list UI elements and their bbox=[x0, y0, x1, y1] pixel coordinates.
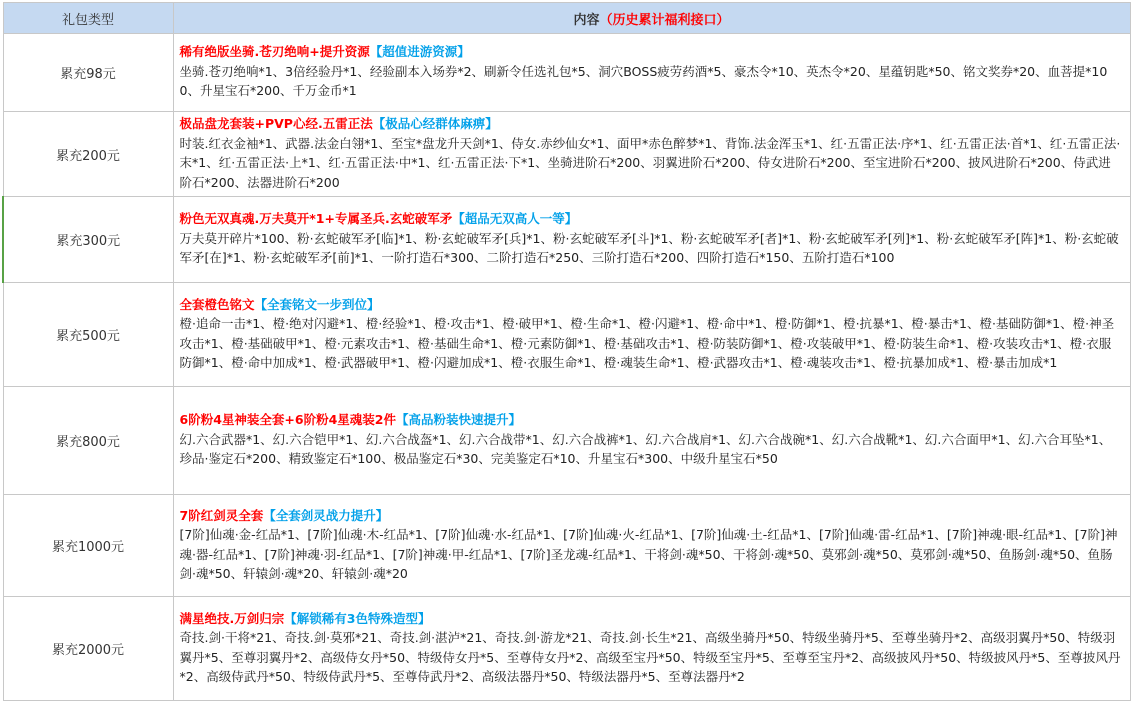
row-title: 满星绝技.万剑归宗 bbox=[179, 610, 285, 626]
tier-label: 累充98元 bbox=[3, 34, 173, 112]
row-items: [7阶]仙魂·金-红品*1、[7阶]仙魂·木-红品*1、[7阶]仙魂·水-红品*1、[7阶]仙魂·火-红品*1、[7阶]仙魂·土-红品*1、[7阶]仙魂·雷-红品*1、[7阶]神魂·眼-红品*1、[7阶]神魂·器-红品*1、[7阶]神魂·羽-红品*1、[7阶]神魂·甲-红品*1、[7阶]圣龙魂-红品*1、干将剑·魂*50、干将剑·魂*50、莫邪剑·魂*50、莫邪剑·魂*50、鱼肠剑·魂*50、鱼肠剑·魂*50、轩辕剑·魂*20、轩辕剑·魂*20 bbox=[179, 527, 1118, 581]
row-title: 稀有绝版坐骑.苍刃绝响+提升资源 bbox=[179, 44, 370, 60]
tier-label: 累充500元 bbox=[3, 283, 173, 387]
tier-label: 累充300元 bbox=[3, 197, 173, 283]
row-content bbox=[173, 495, 1130, 597]
row-content bbox=[173, 283, 1130, 387]
row-title: 6阶粉4星神装全套+6阶粉4星魂装2件 bbox=[179, 412, 396, 428]
row-tag: 【超品无双高人一等】 bbox=[452, 211, 578, 227]
tier-label: 累充800元 bbox=[3, 387, 173, 495]
table-row-98 bbox=[3, 34, 1130, 112]
row-tag: 【极品心经群体麻痹】 bbox=[372, 116, 498, 131]
row-items: 奇技.剑·干将*21、奇技.剑·莫邪*21、奇技.剑·湛泸*21、奇技.剑·游龙*21、奇技.剑·长生*21、高级坐骑丹*50、特级坐骑丹*5、至尊坐骑丹*2、高级羽翼丹*50、特级羽翼丹*5、至尊羽翼丹*2、高级侍女丹*50、特级侍女丹*5、至尊侍女丹*2、高级至宝丹*50、特级至宝丹*5、至尊至宝丹*2、高级披风丹*50、特级披风丹*5、至尊披风丹*2、高级侍武丹*50、特级侍武丹*5、至尊侍武丹*2、高级法器丹*50、特级法器丹*5、至尊法器丹*2 bbox=[179, 630, 1121, 684]
row-title: 极品盘龙套装+PVP心经.五雷正法 bbox=[179, 116, 373, 131]
row-content bbox=[173, 197, 1130, 283]
table-row-2000 bbox=[3, 597, 1130, 701]
row-tag: 【全套剑灵战力提升】 bbox=[263, 507, 389, 523]
row-content bbox=[173, 112, 1130, 197]
header-content-main: 内容 bbox=[573, 12, 600, 28]
row-content bbox=[173, 387, 1130, 495]
row-tag: 【高品粉装快速提升】 bbox=[395, 412, 521, 428]
table-row-500 bbox=[3, 283, 1130, 387]
row-tag: 【解锁稀有3色特殊造型】 bbox=[284, 610, 431, 626]
tier-label: 累充200元 bbox=[3, 112, 173, 197]
row-title: 全套橙色铭文 bbox=[179, 296, 255, 312]
tier-label: 累充2000元 bbox=[3, 597, 173, 701]
row-items: 幻.六合武器*1、幻.六合铠甲*1、幻.六合战盔*1、幻.六合战带*1、幻.六合战裤*1、幻.六合战肩*1、幻.六合战碗*1、幻.六合战靴*1、幻.六合面甲*1、幻.六合耳坠*1、珍品·鉴定石*200、精致鉴定石*100、极品鉴定石*30、完美鉴定石*10、升星宝石*300、中级升星宝石*50 bbox=[179, 431, 1112, 467]
table-row-1000 bbox=[3, 495, 1130, 597]
row-items: 万夫莫开碎片*100、粉·玄蛇破军矛[临]*1、粉·玄蛇破军矛[兵]*1、粉·玄蛇破军矛[斗]*1、粉·玄蛇破军矛[者]*1、粉·玄蛇破军矛[列]*1、粉·玄蛇破军矛[阵]*1、粉·玄蛇破军矛[在]*1、粉·玄蛇破军矛[前]*1、一阶打造石*300、二阶打造石*250、三阶打造石*200、四阶打造石*150、五阶打造石*100 bbox=[179, 230, 1119, 266]
tier-label: 累充1000元 bbox=[3, 495, 173, 597]
row-items: 橙·追命一击*1、橙·绝对闪避*1、橙·经验*1、橙·攻击*1、橙·破甲*1、橙·生命*1、橙·闪避*1、橙·命中*1、橙·防御*1、橙·抗暴*1、橙·暴击*1、橙·基础防御*1、橙·神圣攻击*1、橙·基础破甲*1、橙·元素攻击*1、橙·基础生命*1、橙·元素防御*1、橙·基础攻击*1、橙·防装防御*1、橙·攻装破甲*1、橙·防装生命*1、橙·攻装攻击*1、橙·衣服防御*1、橙·命中加成*1、橙·武器破甲*1、橙·闪避加成*1、橙·衣服生命*1、橙·魂装生命*1、橙·武器攻击*1、橙·魂装攻击*1、橙·抗暴加成*1、橙·暴击加成*1 bbox=[179, 316, 1115, 370]
table-row-800 bbox=[3, 387, 1130, 495]
table-header-row bbox=[3, 3, 1130, 34]
row-tag: 【全套铭文一步到位】 bbox=[254, 296, 380, 312]
header-pack-type: 礼包类型 bbox=[3, 3, 173, 34]
row-items: 时装.红衣金袖*1、武器.法金白翎*1、至宝*盘龙升天剑*1、侍女.赤纱仙女*1、面甲*赤色醉梦*1、背饰.法金浑玉*1、红·五雷正法·序*1、红·五雷正法·首*1、红·五雷正法·末*1、红·五雷正法·上*1、红·五雷正法·中*1、红·五雷正法·下*1、坐骑进阶石*200、羽翼进阶石*200、侍女进阶石*200、至宝进阶石*200、披风进阶石*200、侍武进阶石*200、法器进阶石*200 bbox=[179, 135, 1121, 190]
row-content bbox=[173, 34, 1130, 112]
table-row-300 bbox=[3, 197, 1130, 283]
gift-pack-table bbox=[2, 2, 1131, 701]
header-content bbox=[173, 3, 1130, 34]
table-row-200 bbox=[3, 112, 1130, 197]
header-content-sub: （历史累计福利接口） bbox=[599, 12, 730, 28]
row-title: 7阶红剑灵全套 bbox=[179, 507, 264, 523]
row-content bbox=[173, 597, 1130, 701]
row-items: 坐骑.苍刃绝响*1、3倍经验丹*1、经验副本入场券*2、刷新令任选礼包*5、洞穴BOSS疲劳药酒*5、豪杰令*10、英杰令*20、星蕴钥匙*50、铭文奖券*20、血菩提*100、升星宝石*200、千万金币*1 bbox=[179, 63, 1108, 99]
row-title: 粉色无双真魂.万夫莫开*1+专属圣兵.玄蛇破军矛 bbox=[179, 211, 453, 227]
row-tag: 【超值进游资源】 bbox=[369, 44, 470, 60]
